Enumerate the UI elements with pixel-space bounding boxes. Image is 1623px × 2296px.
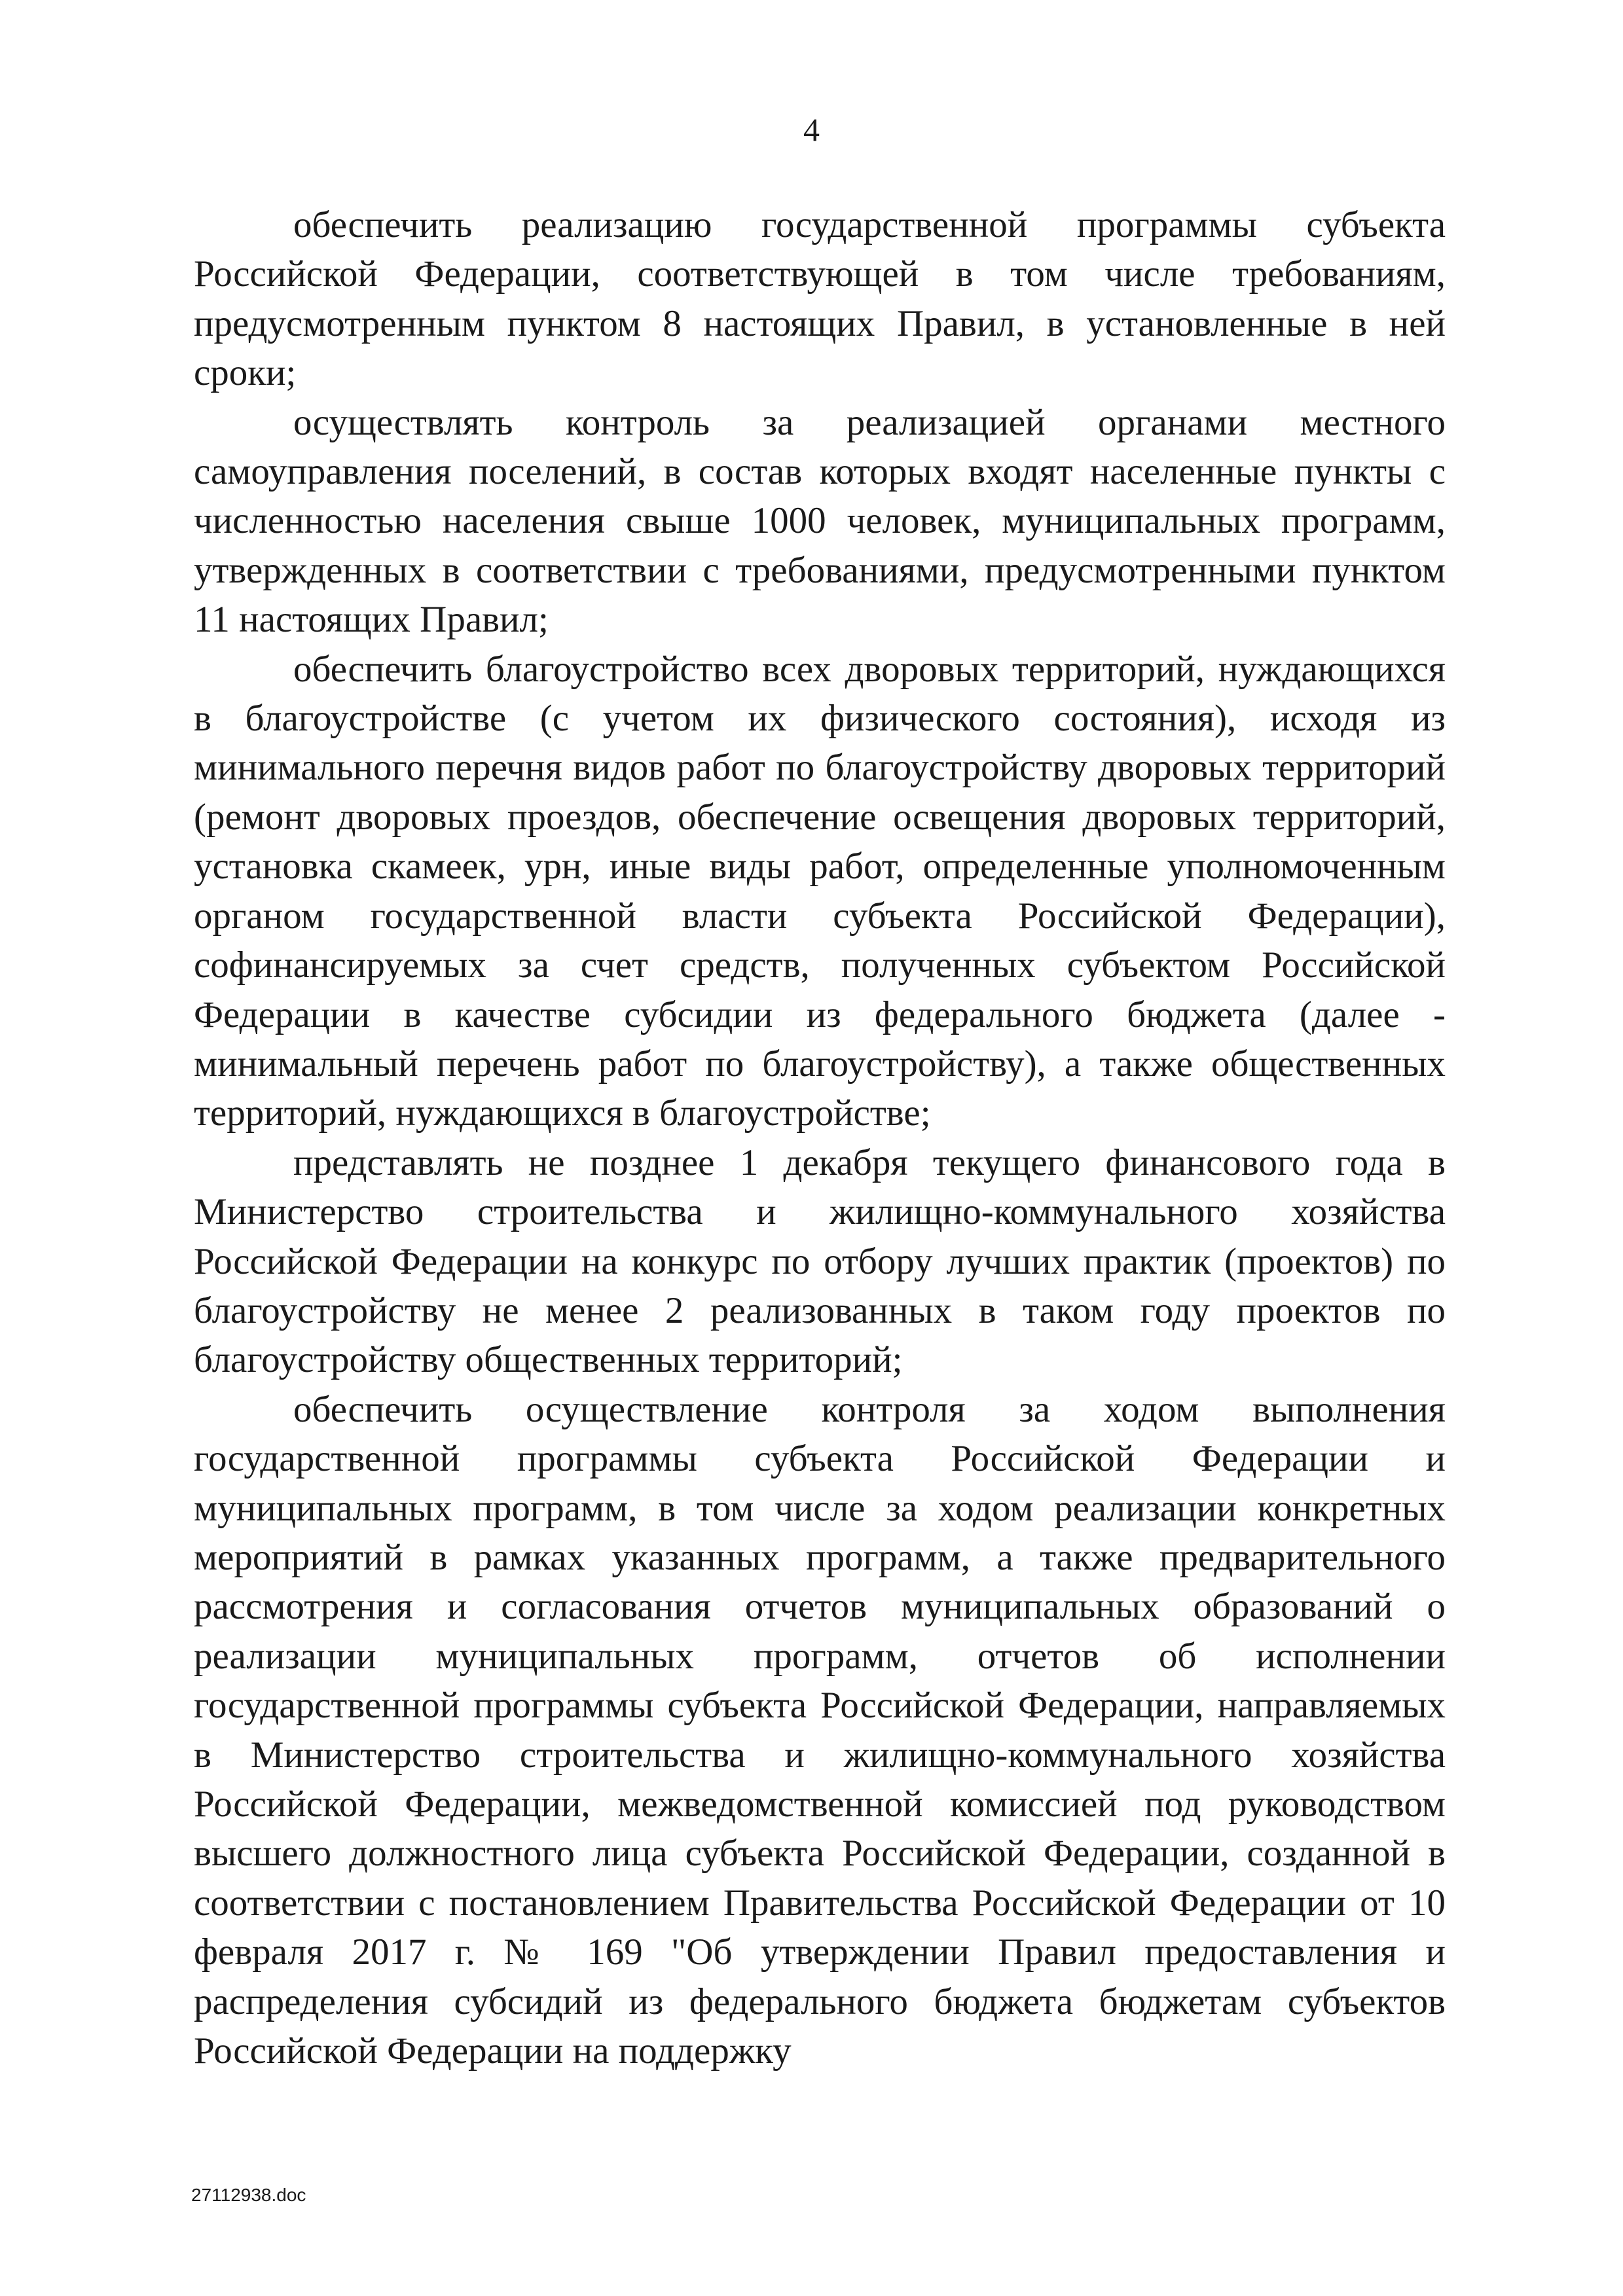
paragraph-5: обеспечить осуществление контроля за ходом выполнения государственной программы субъекта Российской Федерации и муниципальных программ, в том числе за ходом реализации конкретных мероприятий в рамках указанных программ, а также предварительного рассмотрения и согласования отчетов муниципальных образований о реализации муниципальных программ, отчетов об исполнении государственной программы субъекта Российской Федерации, направляемых в Министерство строительства и жилищно-коммунального хозяйства Российской Федерации, межведомственной комиссией под руководством высшего должностного лица субъекта Российской Федерации, созданной в соответствии с постановлением Правительства Российской Федерации от 10 февраля 2017 г. № 169 "Об утверждении Правил предоставления и распределения субсидий из федерального бюджета бюджетам субъектов Российской Федерации на поддержку	[194, 1388, 1446, 2072]
paragraph-1: обеспечить реализацию государственной программы субъекта Российской Федерации, соответствующей в том числе требованиям, предусмотренным пунктом 8 настоящих Правил, в установленные в ней сроки;	[194, 204, 1446, 394]
paragraph-2: осуществлять контроль за реализацией органами местного самоуправления поселений, в состав которых входят населенные пункты с численностью населения свыше 1000 человек, муниципальных программ, утвержденных в соответствии с требованиями, предусмотренными пунктом 11 настоящих Правил;	[194, 401, 1446, 641]
page-number: 4	[803, 111, 820, 148]
document-body	[194, 200, 1446, 2075]
paragraph-3: обеспечить благоустройство всех дворовых территорий, нуждающихся в благоустройстве (с учетом их физического состояния), исходя из минимального перечня видов работ по благоустройству дворовых территорий (ремонт дворовых проездов, обеспечение освещения дворовых территорий, установка скамеек, урн, иные виды работ, определенные уполномоченным органом государственной власти субъекта Российской Федерации), софинансируемых за счет средств, полученных субъектом Российской Федерации в качестве субсидии из федерального бюджета (далее - минимальный перечень работ по благоустройству), а также общественных территорий, нуждающихся в благоустройстве;	[194, 648, 1446, 1134]
footer-filename: 27112938.doc	[191, 2185, 306, 2205]
paragraph-4: представлять не позднее 1 декабря текущего финансового года в Министерство строительства и жилищно-коммунального хозяйства Российской Федерации на конкурс по отбору лучших практик (проектов) по благоустройству не менее 2 реализованных в таком году проектов по благоустройству общественных территорий;	[194, 1141, 1446, 1381]
